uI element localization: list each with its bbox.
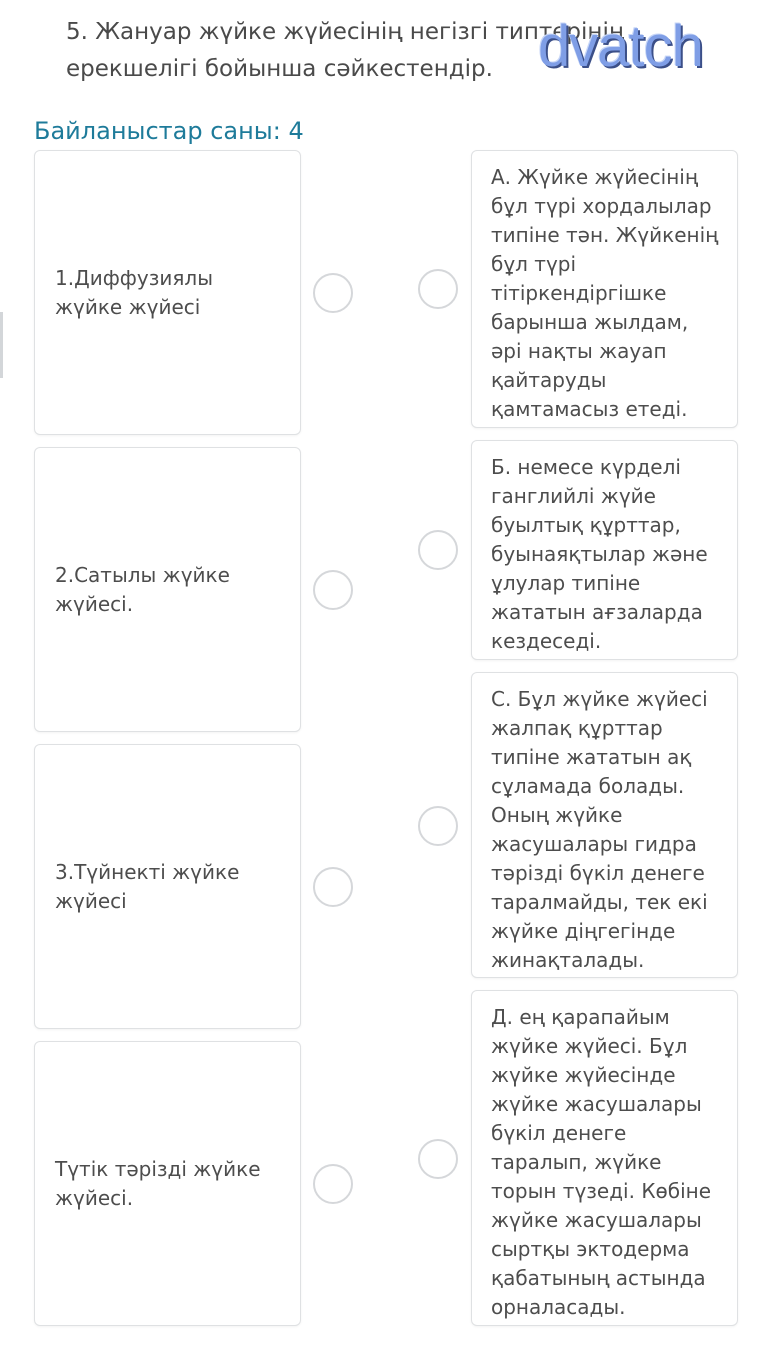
right-connector-c[interactable] bbox=[418, 806, 458, 846]
left-connector-3[interactable] bbox=[313, 867, 353, 907]
connections-count: Байланыстар саны: 4 bbox=[34, 117, 304, 145]
right-item-card-c[interactable] bbox=[471, 672, 738, 978]
right-connector-a[interactable] bbox=[418, 269, 458, 309]
right-item-card-d[interactable] bbox=[471, 990, 738, 1326]
left-item-label: 1.Диффузиялы жүйке жүйесі bbox=[55, 265, 213, 319]
scroll-edge-indicator bbox=[0, 312, 3, 378]
right-item-label: Б. немесе күрделі ганглийлі жүйе буылтық құрттар, буынаяқтылар және ұлулар типіне жататын ағзаларда кездеседі. bbox=[491, 455, 708, 653]
left-connector-4[interactable] bbox=[313, 1164, 353, 1204]
watermark-logo: dvatch bbox=[538, 14, 703, 79]
left-item-card-1[interactable] bbox=[34, 150, 301, 435]
right-item-card-a[interactable] bbox=[471, 150, 738, 428]
left-item-label: Түтік тәрізді жүйке жүйесі. bbox=[55, 1156, 261, 1210]
left-item-label: 3.Түйнекті жүйке жүйесі bbox=[55, 859, 240, 913]
left-connector-1[interactable] bbox=[313, 273, 353, 313]
right-item-label: С. Бұл жүйке жүйесі жалпақ құрттар типіне жататын ақ сұламада болады. Оның жүйке жасушалары гидра тәрізді бүкіл денеге таралмайды, тек екі жүйке діңгегінде жинақталады. bbox=[491, 687, 708, 972]
left-connector-2[interactable] bbox=[313, 570, 353, 610]
left-item-card-3[interactable] bbox=[34, 744, 301, 1029]
right-connector-b[interactable] bbox=[418, 530, 458, 570]
left-item-card-4[interactable] bbox=[34, 1041, 301, 1326]
question-line-2: ерекшелігі бойынша сәйкестендір. bbox=[66, 56, 493, 82]
left-item-card-2[interactable] bbox=[34, 447, 301, 732]
right-item-label: Д. ең қарапайым жүйке жүйесі. Бұл жүйке жүйесінде жүйке жасушалары бүкіл денеге таралып, жүйке торын түзеді. Көбіне жүйке жасушалары сыртқы эктодерма қабатының астында орналасады. bbox=[491, 1005, 712, 1319]
right-item-label: А. Жүйке жүйесінің бұл түрі хордалылар типіне тән. Жүйкенің бұл түрі тітіркендіргішке барынша жылдам, әрі нақты жауап қайтаруды қамтамасыз етеді. bbox=[491, 165, 719, 421]
right-item-card-b[interactable] bbox=[471, 440, 738, 660]
right-connector-d[interactable] bbox=[418, 1139, 458, 1179]
question-line-1: 5. Жануар жүйке жүйесінің негізгі типтерінің bbox=[66, 19, 625, 45]
left-item-label: 2.Сатылы жүйке жүйесі. bbox=[55, 562, 230, 616]
